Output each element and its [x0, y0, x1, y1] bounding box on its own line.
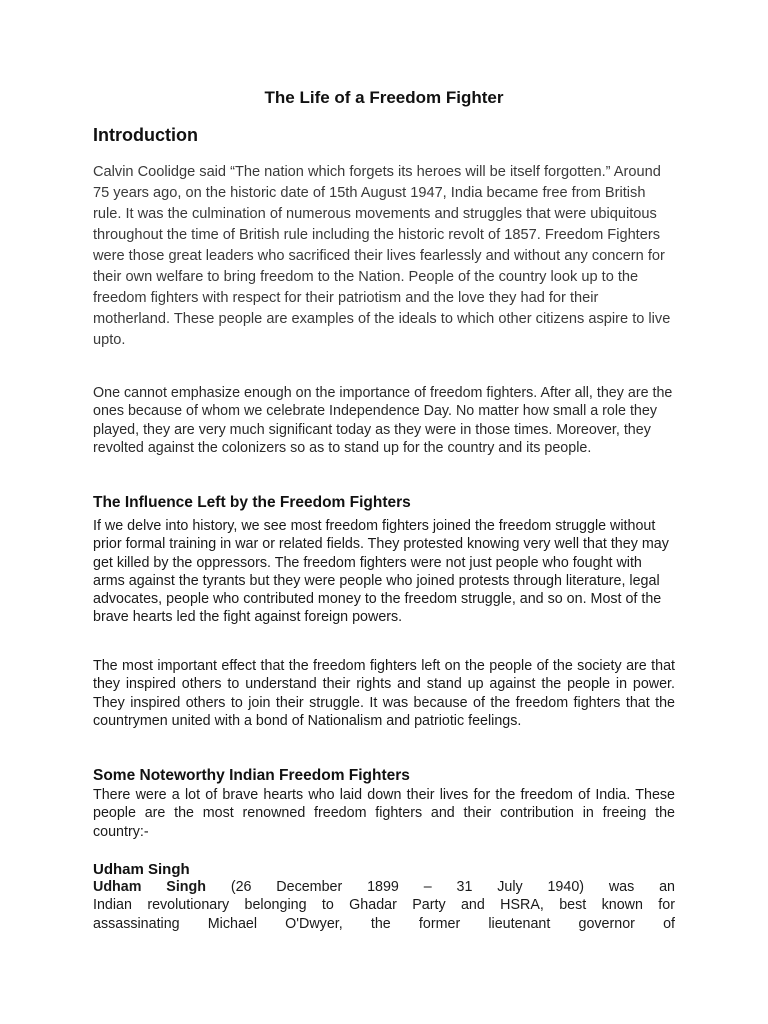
udham-singh-name: Udham Singh [93, 879, 206, 895]
influence-heading: The Influence Left by the Freedom Fighters [93, 494, 411, 511]
influence-paragraph-2: The most important effect that the freedom fighters left on the people of the society are that they inspired others to understand their rights and stand up against the people in power. They inspired others to join their struggle. It was because of the freedom fighters that the countrymen united with a bond of Nationalism and patriotic feelings. [93, 658, 675, 729]
udham-singh-heading: Udham Singh [93, 861, 190, 878]
udham-line-2: Indian revolutionary belonging to Ghadar Party and HSRA, best known for [93, 897, 675, 914]
intro-paragraph-1: Calvin Coolidge said “The nation which forgets its heroes will be itself forgotten.” Around 75 years ago, on the historic date of 15th August 1947, India became free from British rule. It was the culmination of numerous movements and struggles that were ubiquitous throughout the time of British rule including the historic revolt of 1857. Freedom Fighters were those great leaders who sacrificed their lives fearlessly and without any concern for their own welfare to bring freedom to the Nation. People of the country look up to the freedom fighters with respect for their patriotism and the love they had for their motherland. These people are examples of the ideals to which other citizens aspire to live upto. [93, 164, 671, 348]
document-title: The Life of a Freedom Fighter [264, 88, 504, 107]
udham-singh-paragraph [93, 878, 675, 933]
noteworthy-paragraph: There were a lot of brave hearts who laid down their lives for the freedom of India. These people are the most renowned freedom fighters and their contribution in freeing the country:- [93, 787, 675, 840]
influence-paragraph-1: If we delve into history, we see most freedom fighters joined the freedom struggle without prior formal training in war or related fields. They protested knowing very well that they may get killed by the oppressors. The freedom fighters were not just people who fought with arms against the tyrants but they were people who joined protests through literature, legal advocates, people who contributed money to the freedom struggle, and so on. Most of the brave hearts led the fight against foreign powers. [93, 518, 669, 626]
introduction-heading: Introduction [93, 125, 198, 145]
udham-line-1 [93, 878, 675, 896]
intro-paragraph-2: One cannot emphasize enough on the importance of freedom fighters. After all, they are the ones because of whom we celebrate Independence Day. No matter how small a role they played, they are very much significant today as they were in those times. Moreover, they revolted against the colonizers so as to stand up for the country and its people. [93, 385, 673, 456]
udham-line-1-text: (26 December 1899 – 31 July 1940) was an [206, 879, 676, 895]
noteworthy-heading: Some Noteworthy Indian Freedom Fighters [93, 767, 410, 784]
udham-line-3: assassinating Michael O'Dwyer, the former lieutenant governor of [93, 915, 675, 932]
